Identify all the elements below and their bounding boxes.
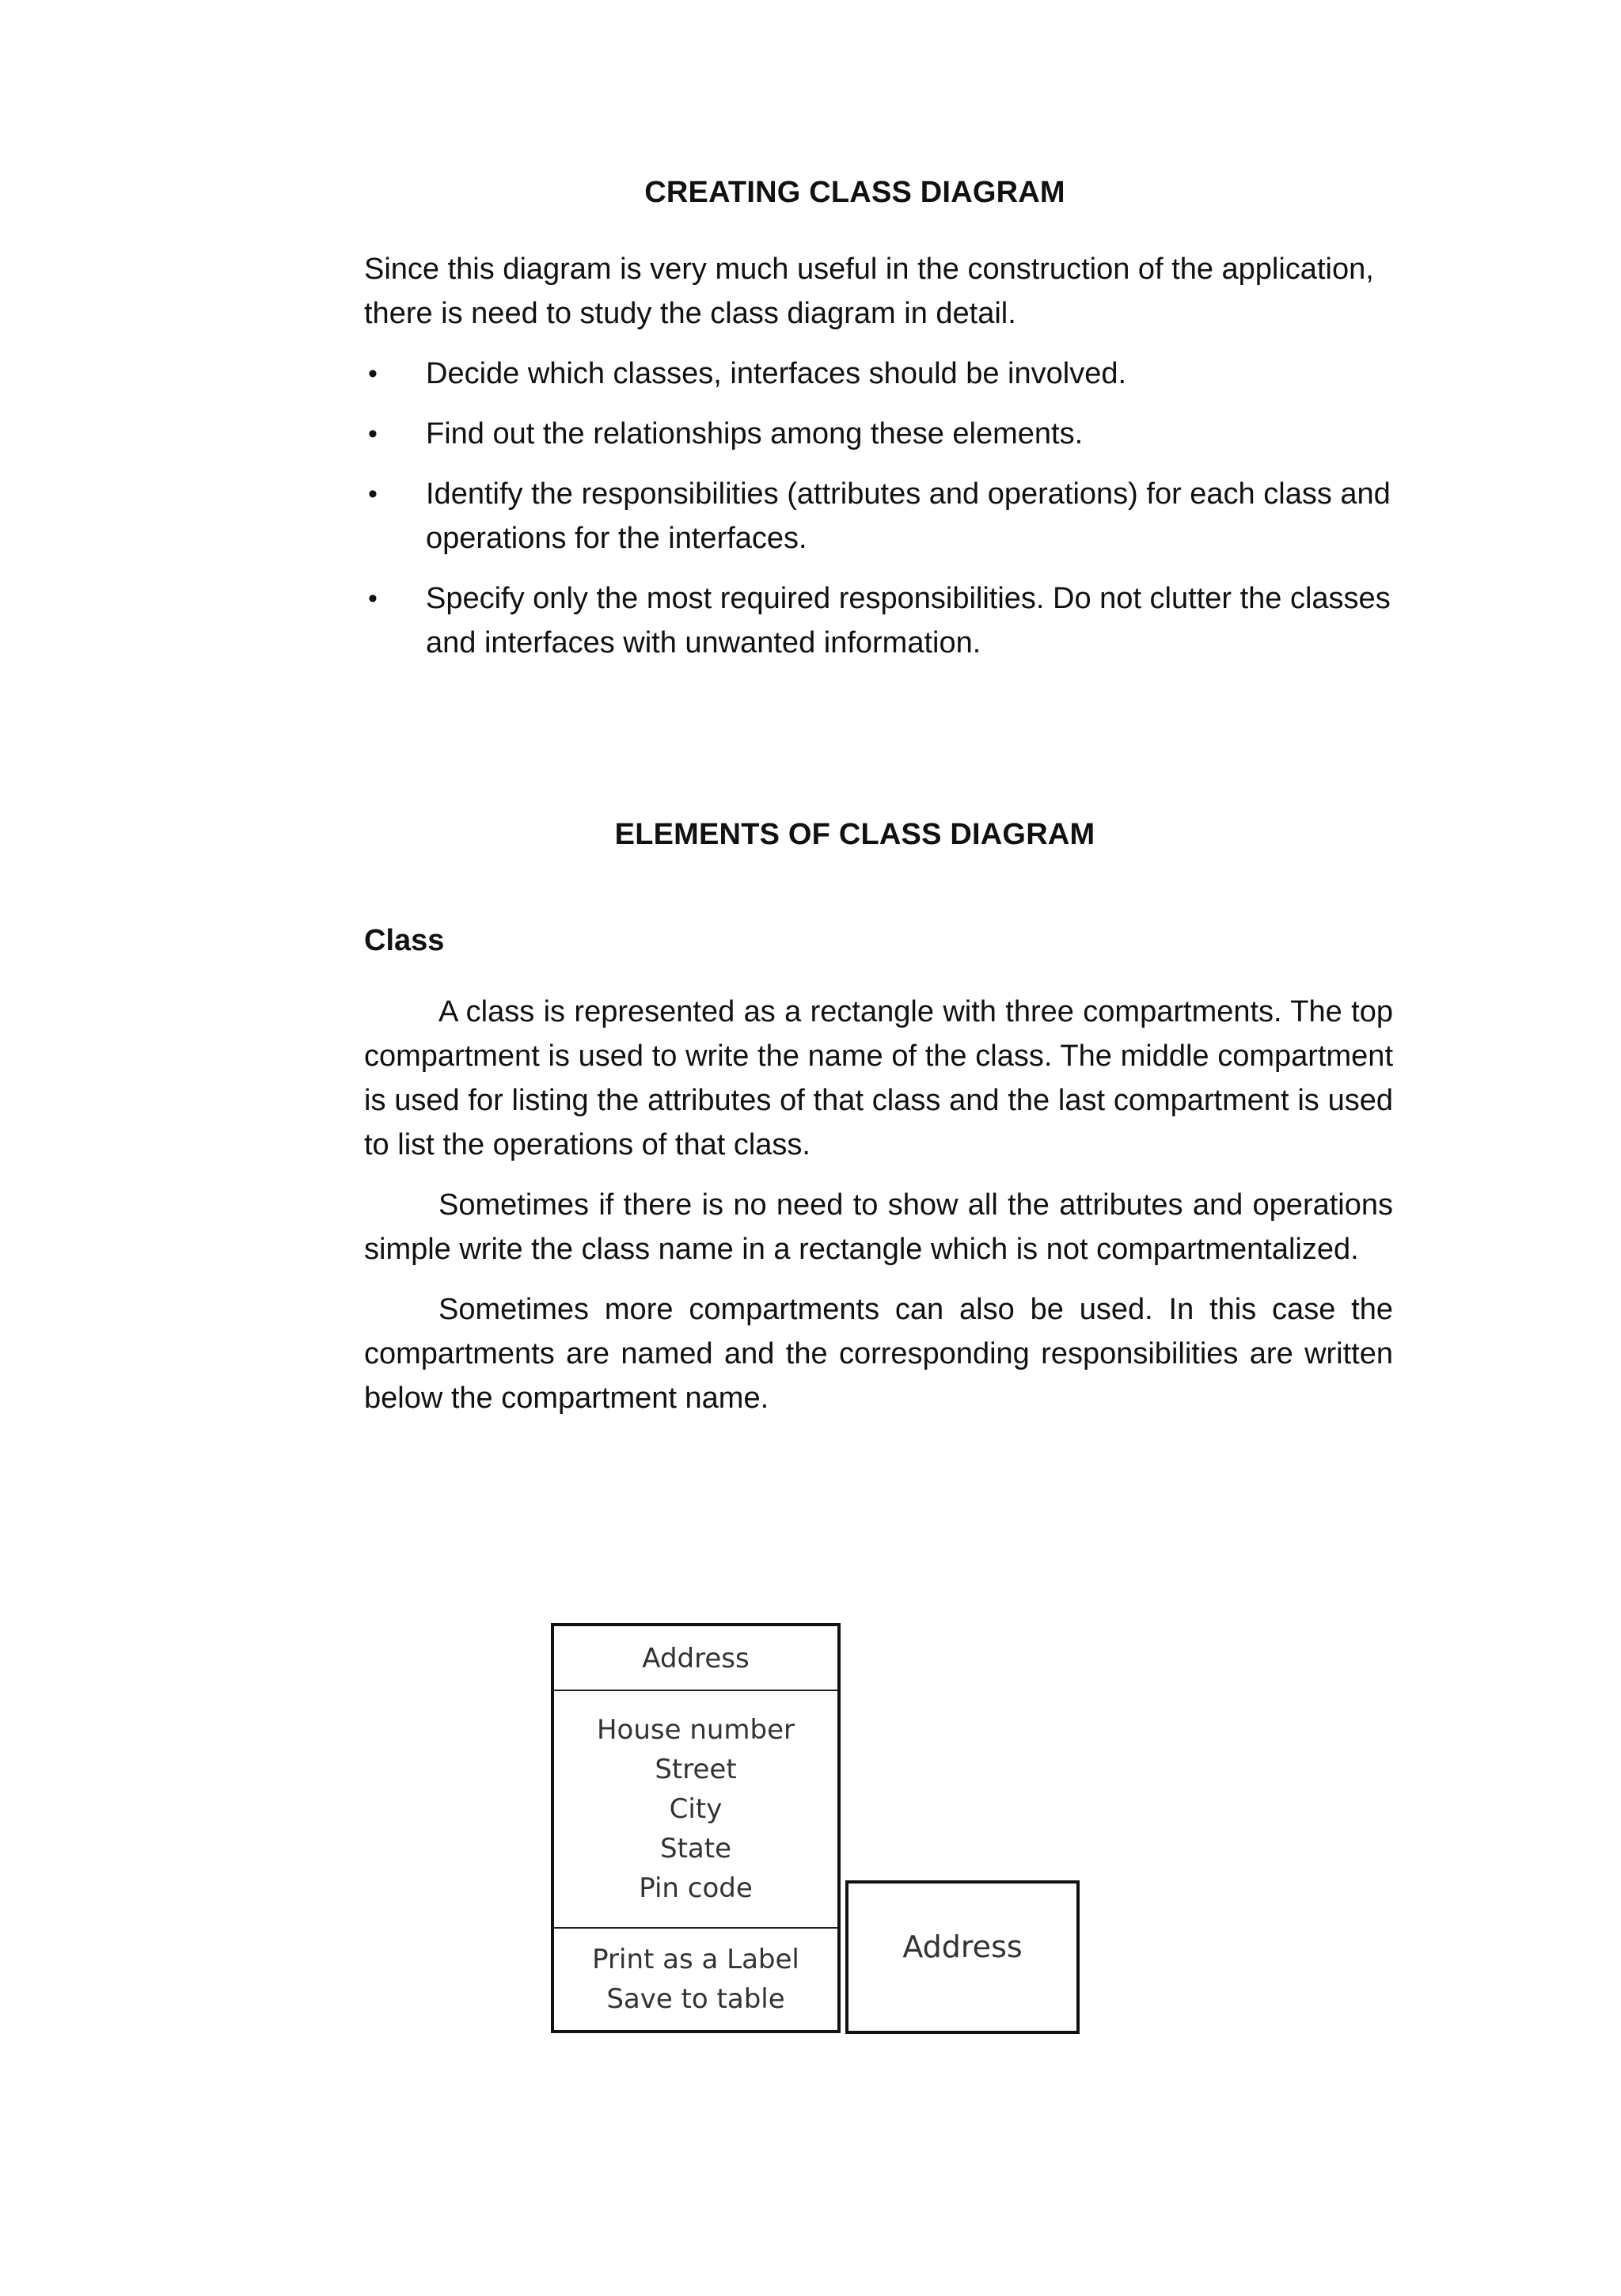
bullet-text: Specify only the most required responsibilities. Do not clutter the classes and interfaces with unwanted information. bbox=[426, 582, 1391, 660]
attribute-item: Street bbox=[655, 1754, 737, 1785]
operation-item: Save to table bbox=[606, 1983, 785, 2015]
section1-body bbox=[364, 247, 1393, 681]
bullet-icon: • bbox=[368, 359, 378, 389]
class-paragraph-1: A class is represented as a rectangle with three compartments. The top compartment is used to write the name of the class. The middle compartment is used for listing the attributes of that class and the last compartment is used to list the operations of that class. bbox=[364, 995, 1393, 1161]
attribute-item: Pin code bbox=[639, 1872, 753, 1904]
class-paragraph-3: Sometimes more compartments can also be used. In this case the compartments are named and the corresponding responsibilities are written below the compartment name. bbox=[364, 1293, 1393, 1415]
bullet-item bbox=[364, 352, 1393, 396]
bullet-list bbox=[364, 352, 1393, 665]
class-diagram-compartmented bbox=[551, 1623, 841, 2033]
section-title-creating-class-diagram: CREATING CLASS DIAGRAM bbox=[644, 176, 1065, 209]
bullet-item bbox=[364, 576, 1393, 665]
class-paragraph-2: Sometimes if there is no need to show all the attributes and operations simple write the class name in a rectangle which is not compartmentalized. bbox=[364, 1188, 1393, 1266]
class-diagram-simple: Address bbox=[845, 1880, 1080, 2034]
bullet-icon: • bbox=[368, 584, 378, 614]
class-subheading: Class bbox=[364, 924, 445, 957]
bullet-item bbox=[364, 412, 1393, 456]
bullet-text: Find out the relationships among these elements. bbox=[426, 417, 1084, 450]
bullet-text: Decide which classes, interfaces should be involved. bbox=[426, 357, 1127, 390]
attributes-compartment bbox=[554, 1691, 837, 1929]
intro-paragraph: Since this diagram is very much useful in the construction of the application, there is need to study the class diagram in detail. bbox=[364, 253, 1374, 330]
attribute-item: House number bbox=[596, 1714, 795, 1746]
attribute-item: City bbox=[669, 1793, 723, 1825]
bullet-text: Identify the responsibilities (attributes and operations) for each class and operations for the interfaces. bbox=[426, 477, 1391, 555]
bullet-icon: • bbox=[368, 479, 378, 509]
attribute-item: State bbox=[660, 1833, 731, 1865]
section2-body bbox=[364, 918, 1393, 1436]
operation-item: Print as a Label bbox=[592, 1944, 799, 1975]
bullet-icon: • bbox=[368, 419, 378, 449]
operations-compartment bbox=[554, 1929, 837, 2030]
class-name-compartment: Address bbox=[554, 1626, 837, 1691]
bullet-item bbox=[364, 472, 1393, 561]
section-title-elements-of-class-diagram: ELEMENTS OF CLASS DIAGRAM bbox=[614, 818, 1095, 851]
